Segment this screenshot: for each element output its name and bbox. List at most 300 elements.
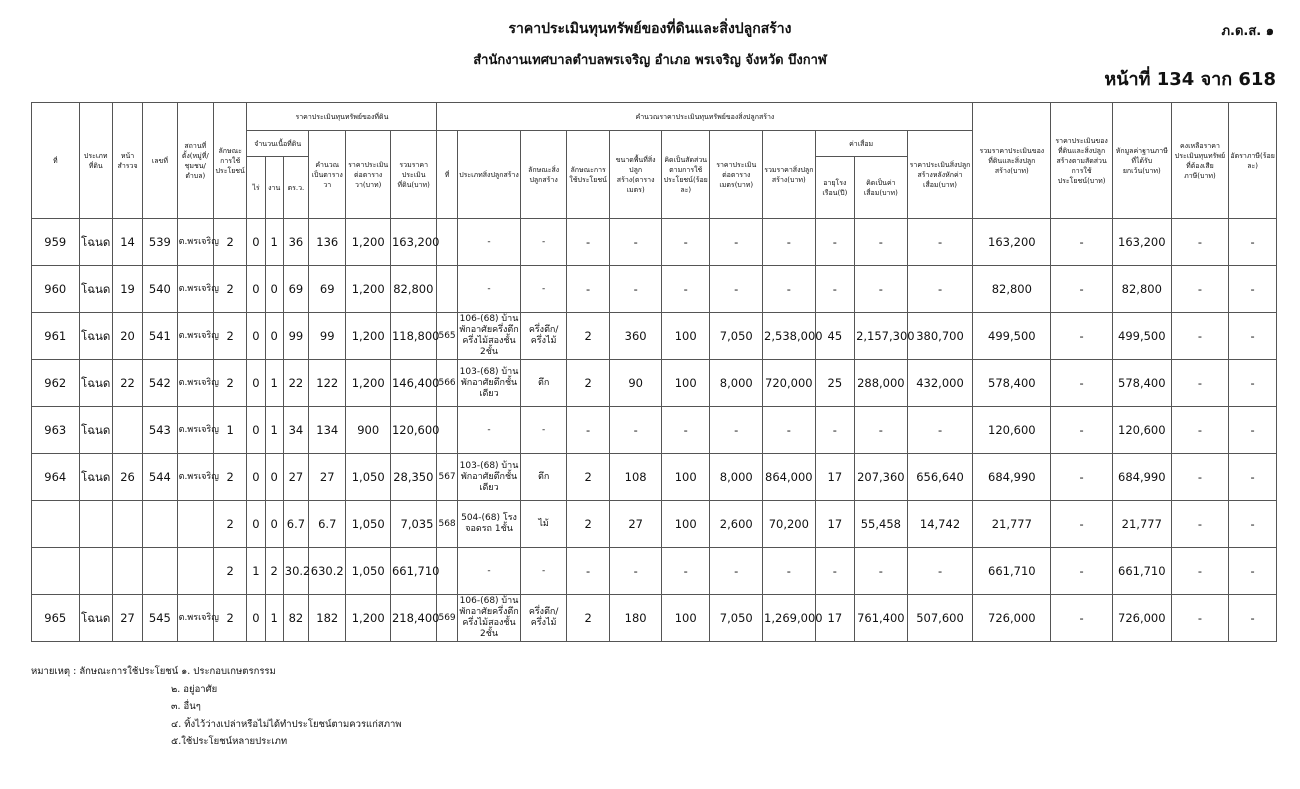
table-cell: 504-(68) โรงจอดรถ 1ชั้น (457, 501, 521, 548)
table-cell: - (457, 266, 521, 313)
group-land: ราคาประเมินทุนทรัพย์ของที่ดิน (247, 103, 437, 131)
col-price-wa: ราคาประเมินต่อตารางวา(บาท) (346, 131, 390, 219)
table-body (32, 219, 1277, 642)
table-cell: 99 (283, 313, 308, 360)
table-cell: 90 (610, 360, 662, 407)
table-cell: - (1229, 501, 1277, 548)
table-cell: - (1171, 501, 1229, 548)
col-ratio-value: ราคาประเมินของที่ดินและสิ่งปลูกสร้างตามสัดส่วนการใช้ประโยชน์(บาท) (1051, 103, 1113, 219)
group-depreciation: ค่าเสื่อม (815, 131, 907, 157)
note-line: ๔. ทิ้งไว้ว่างเปล่าหรือไม่ได้ทำประโยชน์ตามควรแก่สภาพ (171, 718, 402, 730)
table-cell: 0 (265, 501, 283, 548)
table-cell: - (1051, 595, 1113, 642)
table-cell: - (521, 548, 567, 595)
table-cell: 19 (112, 266, 142, 313)
table-cell: 726,000 (973, 595, 1051, 642)
table-cell: 100 (661, 595, 710, 642)
col-b-use: ลักษณะการใช้ประโยชน์ (566, 131, 609, 219)
table-cell: 565 (437, 313, 457, 360)
table-cell: - (815, 548, 854, 595)
table-cell: 2 (214, 454, 247, 501)
table-cell: 661,710 (390, 548, 437, 595)
table-cell: - (855, 548, 908, 595)
table-cell: 120,600 (973, 407, 1051, 454)
col-land-total: รวมราคาประเมินที่ดิน(บาท) (390, 131, 437, 219)
table-cell: 539 (143, 219, 177, 266)
col-grand: รวมราคาประเมินของที่ดินและสิ่งปลูกสร้าง(บาท) (973, 103, 1051, 219)
table-row (32, 501, 1277, 548)
table-cell: 569 (437, 595, 457, 642)
table-cell: 2 (214, 266, 247, 313)
table-cell (32, 501, 80, 548)
table-cell: - (521, 407, 567, 454)
table-cell: 163,200 (973, 219, 1051, 266)
table-cell: โฉนด (79, 595, 112, 642)
table-cell: 7,050 (710, 595, 763, 642)
table-cell: 2,157,300 (855, 313, 908, 360)
table-cell: 499,500 (1112, 313, 1171, 360)
table-cell (177, 501, 213, 548)
table-cell: โฉนด (79, 266, 112, 313)
table-cell: 720,000 (763, 360, 816, 407)
table-cell: 380,700 (907, 313, 973, 360)
table-cell: 36 (283, 219, 308, 266)
table-cell: - (1229, 595, 1277, 642)
table-cell: 964 (32, 454, 80, 501)
table-cell: 2,538,000 (763, 313, 816, 360)
table-cell: 14 (112, 219, 142, 266)
table-cell: 17 (815, 595, 854, 642)
table-cell: 432,000 (907, 360, 973, 407)
table-cell: 82 (283, 595, 308, 642)
table-cell: 1 (247, 548, 265, 595)
group-land-area: จำนวนเนื้อที่ดิน (247, 131, 309, 157)
table-cell: ครึ่งตึก/ครึ่งไม้ (521, 313, 567, 360)
table-cell: 0 (265, 313, 283, 360)
table-cell: - (457, 219, 521, 266)
table-cell: 0 (247, 313, 265, 360)
table-cell: 567 (437, 454, 457, 501)
table-cell: โฉนด (79, 313, 112, 360)
col-remain: คงเหลือราคาประเมินทุนทรัพย์ที่ต้องเสียภาษี(บาท) (1171, 103, 1229, 219)
table-cell: 100 (661, 360, 710, 407)
table-cell: โฉนด (79, 219, 112, 266)
table-cell: 27 (112, 595, 142, 642)
table-cell: ตึก (521, 454, 567, 501)
col-b-kind: ลักษณะสิ่งปลูกสร้าง (521, 131, 567, 219)
table-row (32, 407, 1277, 454)
table-cell: - (1229, 407, 1277, 454)
table-cell: 17 (815, 501, 854, 548)
table-cell: 103-(68) บ้านพักอาศัยตึกชั้นเดียว (457, 454, 521, 501)
table-cell: 182 (309, 595, 346, 642)
table-cell: 82,800 (1112, 266, 1171, 313)
table-cell: - (1229, 548, 1277, 595)
col-rai: ไร่ (247, 157, 265, 219)
table-cell: 0 (247, 501, 265, 548)
table-cell: 1,050 (346, 501, 390, 548)
table-cell: - (710, 266, 763, 313)
table-cell: 30.2 (283, 548, 308, 595)
table-cell: 2 (214, 548, 247, 595)
table-cell: 2 (566, 360, 609, 407)
table-cell: ต.พรเจริญ (177, 407, 213, 454)
table-cell: 900 (346, 407, 390, 454)
table-cell: 541 (143, 313, 177, 360)
table-cell: 1,050 (346, 454, 390, 501)
table-cell: 20 (112, 313, 142, 360)
table-cell: - (710, 407, 763, 454)
table-cell (143, 501, 177, 548)
table-cell: 103-(68) บ้านพักอาศัยตึกชั้นเดียว (457, 360, 521, 407)
table-cell: 661,710 (973, 548, 1051, 595)
table-cell: 545 (143, 595, 177, 642)
table-cell: 26 (112, 454, 142, 501)
col-land-type: ประเภทที่ดิน (79, 103, 112, 219)
table-cell: - (1229, 313, 1277, 360)
table-cell: 7,035 (390, 501, 437, 548)
table-cell: 163,200 (390, 219, 437, 266)
table-cell: - (815, 407, 854, 454)
col-page: หน้าสำรวจ (112, 103, 142, 219)
table-cell: 661,710 (1112, 548, 1171, 595)
table-cell: 28,350 (390, 454, 437, 501)
table-cell: 1 (214, 407, 247, 454)
table-cell (112, 407, 142, 454)
table-cell: 761,400 (855, 595, 908, 642)
table-cell: 1 (265, 360, 283, 407)
table-cell: - (1051, 548, 1113, 595)
col-b-total: รวมราคาสิ่งปลูกสร้าง(บาท) (763, 131, 816, 219)
table-cell: ต.พรเจริญ (177, 454, 213, 501)
table-cell: - (610, 548, 662, 595)
table-cell: - (763, 266, 816, 313)
col-use: ลักษณะการใช้ประโยชน์ (214, 103, 247, 219)
table-row (32, 219, 1277, 266)
table-cell: ตึก (521, 360, 567, 407)
table-cell: 965 (32, 595, 80, 642)
table-cell: 543 (143, 407, 177, 454)
table-cell: 1 (265, 595, 283, 642)
table-cell: - (1051, 266, 1113, 313)
table-cell: 0 (265, 266, 283, 313)
table-cell: 2 (214, 501, 247, 548)
table-cell: - (1229, 360, 1277, 407)
table-cell: 21,777 (973, 501, 1051, 548)
col-deduct: หักมูลค่าฐานภาษีที่ได้รับยกเว้น(บาท) (1112, 103, 1171, 219)
table-cell: ต.พรเจริญ (177, 219, 213, 266)
table-cell: - (1051, 360, 1113, 407)
table-cell: 1,200 (346, 595, 390, 642)
table-cell: 0 (247, 266, 265, 313)
col-rate: อัตราภาษี(ร้อยละ) (1229, 103, 1277, 219)
table-cell: 120,600 (390, 407, 437, 454)
note-line: ๒. อยู่อาศัย (171, 683, 218, 695)
table-cell: 70,200 (763, 501, 816, 548)
table-cell: 6.7 (283, 501, 308, 548)
table-cell: 1,200 (346, 266, 390, 313)
table-cell (437, 219, 457, 266)
table-cell: - (1171, 548, 1229, 595)
table-cell: 14,742 (907, 501, 973, 548)
table-cell: 25 (815, 360, 854, 407)
table-cell: - (1051, 454, 1113, 501)
table-cell: - (661, 548, 710, 595)
table-cell: ต.พรเจริญ (177, 360, 213, 407)
table-cell: 578,400 (973, 360, 1051, 407)
table-cell: 21,777 (1112, 501, 1171, 548)
table-cell: 0 (247, 219, 265, 266)
table-cell: 1,200 (346, 360, 390, 407)
table-cell: 8,000 (710, 454, 763, 501)
table-cell: โฉนด (79, 360, 112, 407)
table-cell: 100 (661, 313, 710, 360)
table-cell: 27 (309, 454, 346, 501)
table-cell: 100 (661, 454, 710, 501)
table-cell: 106-(68) บ้านพักอาศัยครึ่งตึกครึ่งไม้สองชั้น 2ชั้น (457, 313, 521, 360)
table-cell (112, 548, 142, 595)
table-cell: 0 (265, 454, 283, 501)
table-cell: 100 (661, 501, 710, 548)
table-cell: - (1171, 360, 1229, 407)
table-cell: - (610, 407, 662, 454)
note-line: หมายเหตุ : ลักษณะการใช้ประโยชน์ ๑. ประกอบเกษตรกรรม (31, 666, 276, 677)
col-after-dep: ราคาประเมินสิ่งปลูกสร้างหลังหักค่าเสื่อม(บาท) (907, 131, 973, 219)
table-cell: - (661, 266, 710, 313)
table-cell: - (1229, 219, 1277, 266)
assessment-table (31, 102, 1277, 642)
page-number: หน้าที่ 134 จาก 618 (1104, 69, 1276, 90)
table-cell: - (661, 407, 710, 454)
table-cell: 2 (214, 219, 247, 266)
col-b-no: ที่ (437, 131, 457, 219)
table-cell: 163,200 (1112, 219, 1171, 266)
table-cell: 82,800 (973, 266, 1051, 313)
table-cell: 134 (309, 407, 346, 454)
table-cell: - (855, 266, 908, 313)
col-location: สถานที่ตั้ง(หมู่ที่/ชุมชน/ตำบล) (177, 103, 213, 219)
table-cell (437, 407, 457, 454)
table-cell: 1 (265, 219, 283, 266)
table-cell: 507,600 (907, 595, 973, 642)
table-cell: 544 (143, 454, 177, 501)
table-cell: 218,400 (390, 595, 437, 642)
table-cell: 0 (247, 595, 265, 642)
table-cell: 962 (32, 360, 80, 407)
table-cell: - (610, 219, 662, 266)
table-cell: - (610, 266, 662, 313)
table-cell: 959 (32, 219, 80, 266)
table-cell: - (907, 407, 973, 454)
table-cell: - (763, 219, 816, 266)
table-cell: 22 (283, 360, 308, 407)
table-cell: 55,458 (855, 501, 908, 548)
table-cell: 108 (610, 454, 662, 501)
table-cell: - (521, 266, 567, 313)
table-cell: 963 (32, 407, 80, 454)
table-cell: - (1171, 313, 1229, 360)
table-cell: 630.2 (309, 548, 346, 595)
table-cell (437, 548, 457, 595)
table-cell: ต.พรเจริญ (177, 595, 213, 642)
table-cell (143, 548, 177, 595)
table-cell: ต.พรเจริญ (177, 266, 213, 313)
col-b-type: ประเภทสิ่งปลูกสร้าง (457, 131, 521, 219)
table-cell: 34 (283, 407, 308, 454)
table-cell: - (907, 219, 973, 266)
col-b-price: ราคาประเมินต่อตารางเมตร(บาท) (710, 131, 763, 219)
table-cell (177, 548, 213, 595)
table-cell: - (566, 219, 609, 266)
table-row (32, 313, 1277, 360)
table-cell: - (763, 548, 816, 595)
table-row (32, 595, 1277, 642)
table-cell: 499,500 (973, 313, 1051, 360)
table-cell: ต.พรเจริญ (177, 313, 213, 360)
table-cell: - (1171, 219, 1229, 266)
table-cell: 960 (32, 266, 80, 313)
table-cell: 136 (309, 219, 346, 266)
table-cell: 2,600 (710, 501, 763, 548)
table-cell: - (1171, 454, 1229, 501)
table-cell: - (1171, 407, 1229, 454)
table-cell: ครึ่งตึก/ครึ่งไม้ (521, 595, 567, 642)
col-dep: คิดเป็นค่าเสื่อม(บาท) (855, 157, 908, 219)
note-line: ๓. อื่นๆ (171, 701, 201, 712)
table-cell: 1 (265, 407, 283, 454)
table-cell: 2 (214, 595, 247, 642)
table-cell: 2 (566, 313, 609, 360)
table-cell: 542 (143, 360, 177, 407)
col-b-size: ขนาดพื้นที่สิ่งปลูกสร้าง(ตารางเมตร) (610, 131, 662, 219)
table-cell: - (815, 266, 854, 313)
table-cell: 69 (309, 266, 346, 313)
table-cell: - (1229, 266, 1277, 313)
table-cell (112, 501, 142, 548)
table-cell: 566 (437, 360, 457, 407)
table-cell: 82,800 (390, 266, 437, 313)
table-row (32, 548, 1277, 595)
table-cell: 8,000 (710, 360, 763, 407)
table-cell (32, 548, 80, 595)
table-cell: 180 (610, 595, 662, 642)
table-cell: - (457, 407, 521, 454)
table-cell: 684,990 (973, 454, 1051, 501)
table-cell: 1,050 (346, 548, 390, 595)
table-cell: 1,200 (346, 313, 390, 360)
table-cell: 2 (566, 501, 609, 548)
table-row (32, 360, 1277, 407)
table-cell: 1,269,000 (763, 595, 816, 642)
table-cell: - (710, 548, 763, 595)
table-cell: 684,990 (1112, 454, 1171, 501)
table-cell: - (1051, 501, 1113, 548)
table-cell: - (815, 219, 854, 266)
table-cell: - (907, 548, 973, 595)
page-subtitle: สำนักงานเทศบาลตำบลพรเจริญ อำเภอ พรเจริญ จังหวัด บึงกาฬ (473, 53, 827, 68)
col-b-ratio: คิดเป็นสัดส่วนตามการใช้ประโยชน์(ร้อยละ) (661, 131, 710, 219)
table-cell: - (855, 219, 908, 266)
col-wa: ตร.ว. (283, 157, 308, 219)
table-cell: ไม้ (521, 501, 567, 548)
table-cell: 540 (143, 266, 177, 313)
table-cell: 288,000 (855, 360, 908, 407)
table-cell: - (566, 266, 609, 313)
group-building: คำนวณราคาประเมินทุนทรัพย์ของสิ่งปลูกสร้าง (437, 103, 973, 131)
table-cell: - (855, 407, 908, 454)
table-cell: 118,800 (390, 313, 437, 360)
table-cell: - (1171, 266, 1229, 313)
table-cell: 568 (437, 501, 457, 548)
table-cell: 2 (214, 360, 247, 407)
table-cell: - (566, 407, 609, 454)
table-cell: - (661, 219, 710, 266)
table-cell: 2 (265, 548, 283, 595)
table-cell: - (566, 548, 609, 595)
col-age: อายุโรงเรือน(ปี) (815, 157, 854, 219)
table-cell: - (763, 407, 816, 454)
table-cell: - (710, 219, 763, 266)
col-calc-wa: คำนวณเป็นตารางวา (309, 131, 346, 219)
table-cell: 207,360 (855, 454, 908, 501)
table-cell: 27 (610, 501, 662, 548)
table-cell: 0 (247, 360, 265, 407)
table-cell: 961 (32, 313, 80, 360)
table-cell: 360 (610, 313, 662, 360)
table-cell: 146,400 (390, 360, 437, 407)
table-cell: 122 (309, 360, 346, 407)
table-cell: - (1051, 219, 1113, 266)
table-row (32, 266, 1277, 313)
table-row (32, 454, 1277, 501)
table-cell: 99 (309, 313, 346, 360)
table-cell: 69 (283, 266, 308, 313)
note-line: ๕.ใช้ประโยชน์หลายประเภท (171, 736, 288, 747)
table-cell: - (1051, 313, 1113, 360)
col-ngan: งาน (265, 157, 283, 219)
table-cell: - (521, 219, 567, 266)
table-cell: 656,640 (907, 454, 973, 501)
table-cell: 2 (566, 454, 609, 501)
table-cell: 726,000 (1112, 595, 1171, 642)
table-cell: 2 (214, 313, 247, 360)
table-cell: 1,200 (346, 219, 390, 266)
table-cell: 0 (247, 407, 265, 454)
table-cell: 7,050 (710, 313, 763, 360)
table-cell (79, 501, 112, 548)
table-cell: - (1051, 407, 1113, 454)
table-cell: 2 (566, 595, 609, 642)
table-cell: โฉนด (79, 454, 112, 501)
col-number: เลขที่ (143, 103, 177, 219)
table-cell: 0 (247, 454, 265, 501)
table-cell: 864,000 (763, 454, 816, 501)
table-cell: 106-(68) บ้านพักอาศัยครึ่งตึกครึ่งไม้สองชั้น 2ชั้น (457, 595, 521, 642)
table-cell: 45 (815, 313, 854, 360)
table-cell: 17 (815, 454, 854, 501)
table-cell: - (907, 266, 973, 313)
table-cell (437, 266, 457, 313)
table-cell: โฉนด (79, 407, 112, 454)
form-code: ภ.ด.ส. ๑ (1221, 24, 1274, 39)
table-cell: 120,600 (1112, 407, 1171, 454)
table-cell: 27 (283, 454, 308, 501)
table-cell (79, 548, 112, 595)
table-cell: 578,400 (1112, 360, 1171, 407)
table-cell: 6.7 (309, 501, 346, 548)
table-cell: 22 (112, 360, 142, 407)
notes (31, 663, 402, 751)
